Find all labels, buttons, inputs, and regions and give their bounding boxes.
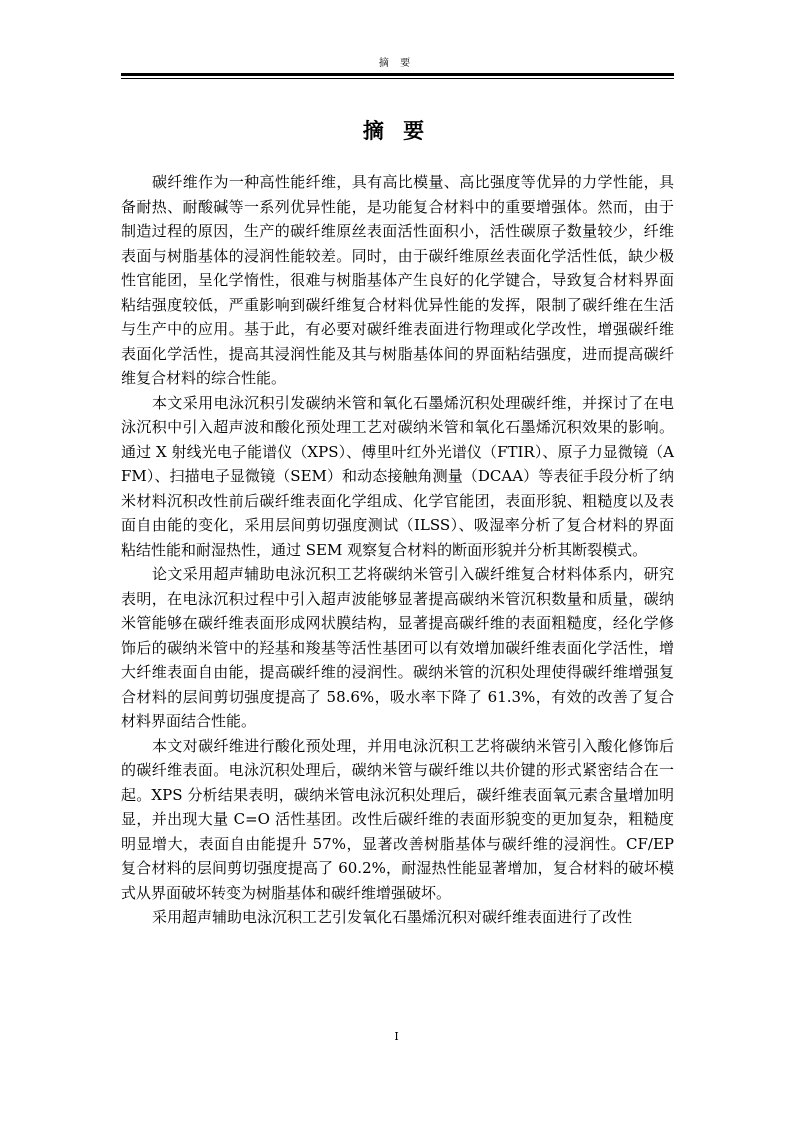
header-rule-thick <box>121 73 674 76</box>
running-header: 摘 要 <box>378 58 415 69</box>
paragraph: 本文采用电泳沉积引发碳纳米管和氧化石墨烯沉积处理碳纤维，并探讨了在电泳沉积中引入超声波和酸化预处理工艺对碳纳米管和氧化石墨烯沉积效果的影响。通过 X 射线光电子能谱仪（XPS）、傅里叶红外光谱仪（FTIR）、原子力显微镜（AFM）、扫描电子显微镜（SEM）和动态接触角测量（DCAA）等表征手段分析了纳米材料沉积改性前后碳纤维表面化学组成、化学官能团，表面形貌、粗糙度以及表面自由能的变化，采用层间剪切强度测试（ILSS）、吸湿率分析了复合材料的界面粘结性能和耐湿热性，通过 SEM 观察复合材料的断面形貌并分析其断裂模式。 <box>121 393 674 559</box>
paragraph: 采用超声辅助电泳沉积工艺引发氧化石墨烯沉积对碳纤维表面进行了改性 <box>152 908 633 926</box>
paragraph: 论文采用超声辅助电泳沉积工艺将碳纳米管引入碳纤维复合材料体系内，研究表明，在电泳沉积过程中引入超声波能够显著提高碳纳米管沉积数量和质量，碳纳米管能够在碳纤维表面形成网状膜结构，显著提高碳纤维的表面粗糙度，经化学修饰后的碳纳米管中的羟基和羧基等活性基团可以有效增加碳纤维表面化学活性，增大纤维表面自由能，提高碳纤维的浸润性。碳纳米管的沉积处理使得碳纤维增强复合材料的层间剪切强度提高了 58.6%，吸水率下降了 61.3%，有效的改善了复合材料界面结合性能。 <box>121 565 674 730</box>
abstract-body <box>121 170 674 930</box>
page-number: I <box>394 1030 399 1043</box>
header-rule-thin <box>121 78 674 79</box>
paragraph: 本文对碳纤维进行酸化预处理，并用电泳沉积工艺将碳纳米管引入酸化修饰后的碳纤维表面。电泳沉积处理后，碳纳米管与碳纤维以共价键的形式紧密结合在一起。XPS 分析结果表明，碳纳米管电泳沉积处理后，碳纤维表面氧元素含量增加明显，并出现大量 C=O 活性基团。改性后碳纤维的表面形貌变的更加复杂，粗糙度明显增大，表面自由能提升 57%，显著改善树脂基体与碳纤维的浸润性。CF/EP 复合材料的层间剪切强度提高了 60.2%，耐湿热性能显著增加，复合材料的破坏模式从界面破坏转变为树脂基体和碳纤维增强破坏。 <box>121 736 674 902</box>
paragraph: 碳纤维作为一种高性能纤维，具有高比模量、高比强度等优异的力学性能，具备耐热、耐酸碱等一系列优异性能，是功能复合材料中的重要增强体。然而，由于制造过程的原因，生产的碳纤维原丝表面活性面积小，活性碳原子数量较少，纤维表面与树脂基体的浸润性能较差。同时，由于碳纤维原丝表面化学活性低，缺少极性官能团，呈化学惰性，很难与树脂基体产生良好的化学键合，导致复合材料界面粘结强度较低，严重影响到碳纤维复合材料优异性能的发挥，限制了碳纤维在生活与生产中的应用。基于此，有必要对碳纤维表面进行物理或化学改性，增强碳纤维表面化学活性，提高其浸润性能及其与树脂基体间的界面粘结强度，进而提高碳纤维复合材料的综合性能。 <box>121 173 674 387</box>
abstract-title: 摘 要 <box>362 118 431 143</box>
